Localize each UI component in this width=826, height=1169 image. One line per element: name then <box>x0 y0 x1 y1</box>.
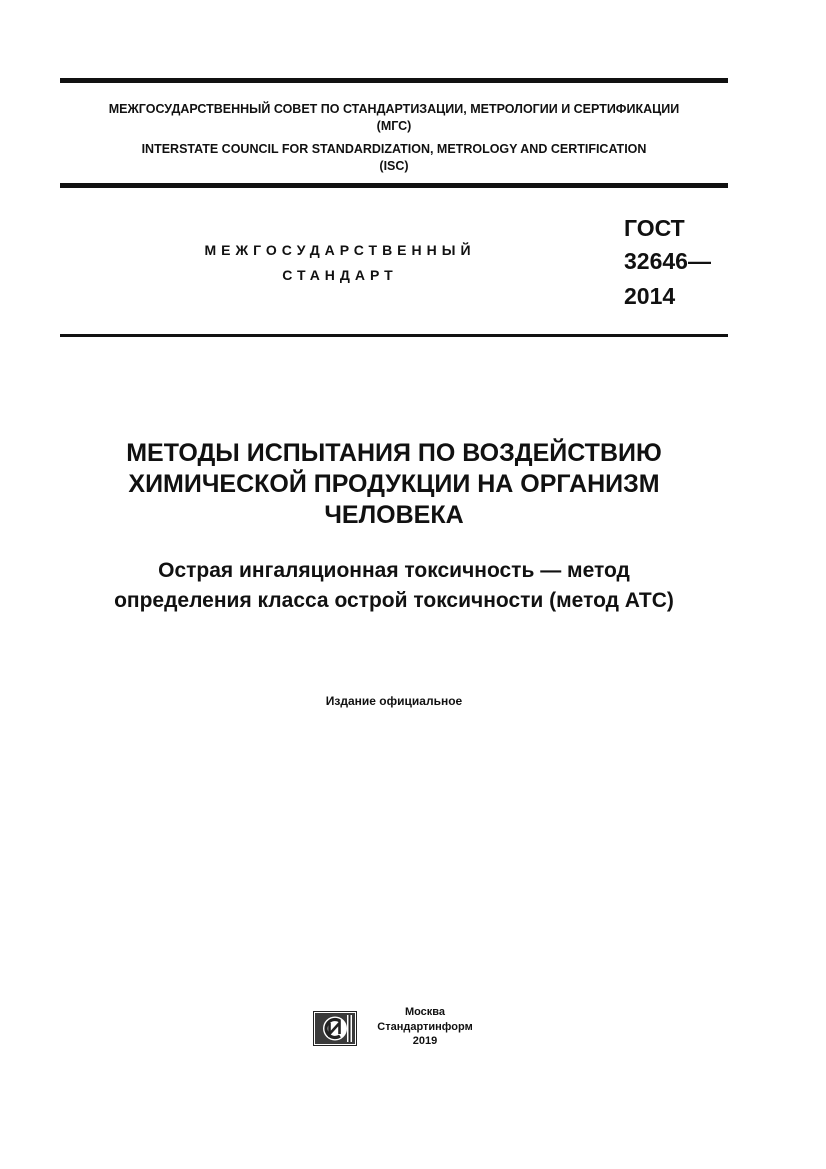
gost-designation-line3: 2014 <box>624 283 676 309</box>
publisher-name: Стандартинформ <box>377 1020 473 1033</box>
document-title <box>60 438 728 531</box>
title-line3: ЧЕЛОВЕКА <box>324 501 464 529</box>
council-en-line1: INTERSTATE COUNCIL FOR STANDARDIZATION, METROLOGY AND CERTIFICATION <box>141 142 647 156</box>
publisher-info <box>364 1005 486 1049</box>
subtitle-line1: Острая ингаляционная токсичность — метод <box>158 559 630 582</box>
middle-rule <box>60 183 728 188</box>
standard-label-line1: МЕЖГОСУДАРСТВЕННЫЙ <box>204 242 476 258</box>
edition-note: Издание официальное <box>325 694 463 708</box>
subtitle-line2: определения класса острой токсичности (метод АТС) <box>114 589 674 612</box>
gost-designation-line1: ГОСТ <box>624 215 685 241</box>
top-rule <box>60 78 728 83</box>
title-line1: МЕТОДЫ ИСПЫТАНИЯ ПО ВОЗДЕЙСТВИЮ <box>126 439 662 467</box>
council-en-line2: (ISC) <box>379 159 409 173</box>
document-subtitle <box>50 556 738 616</box>
council-ru-line2: (МГС) <box>376 119 412 133</box>
standartinform-logo-icon <box>313 1011 357 1046</box>
standard-label-line2: СТАНДАРТ <box>282 267 398 283</box>
council-name-en <box>60 141 728 175</box>
bottom-rule <box>60 334 728 337</box>
gost-designation-line2: 32646— <box>624 248 711 274</box>
publisher-city: Москва <box>404 1006 446 1018</box>
council-ru-line1: МЕЖГОСУДАРСТВЕННЫЙ СОВЕТ ПО СТАНДАРТИЗАЦИИ, МЕТРОЛОГИИ И СЕРТИФИКАЦИИ <box>108 102 680 116</box>
council-name-ru <box>60 101 728 135</box>
title-line2: ХИМИЧЕСКОЙ ПРОДУКЦИИ НА ОРГАНИЗМ <box>128 470 660 498</box>
publisher-year: 2019 <box>412 1035 438 1047</box>
